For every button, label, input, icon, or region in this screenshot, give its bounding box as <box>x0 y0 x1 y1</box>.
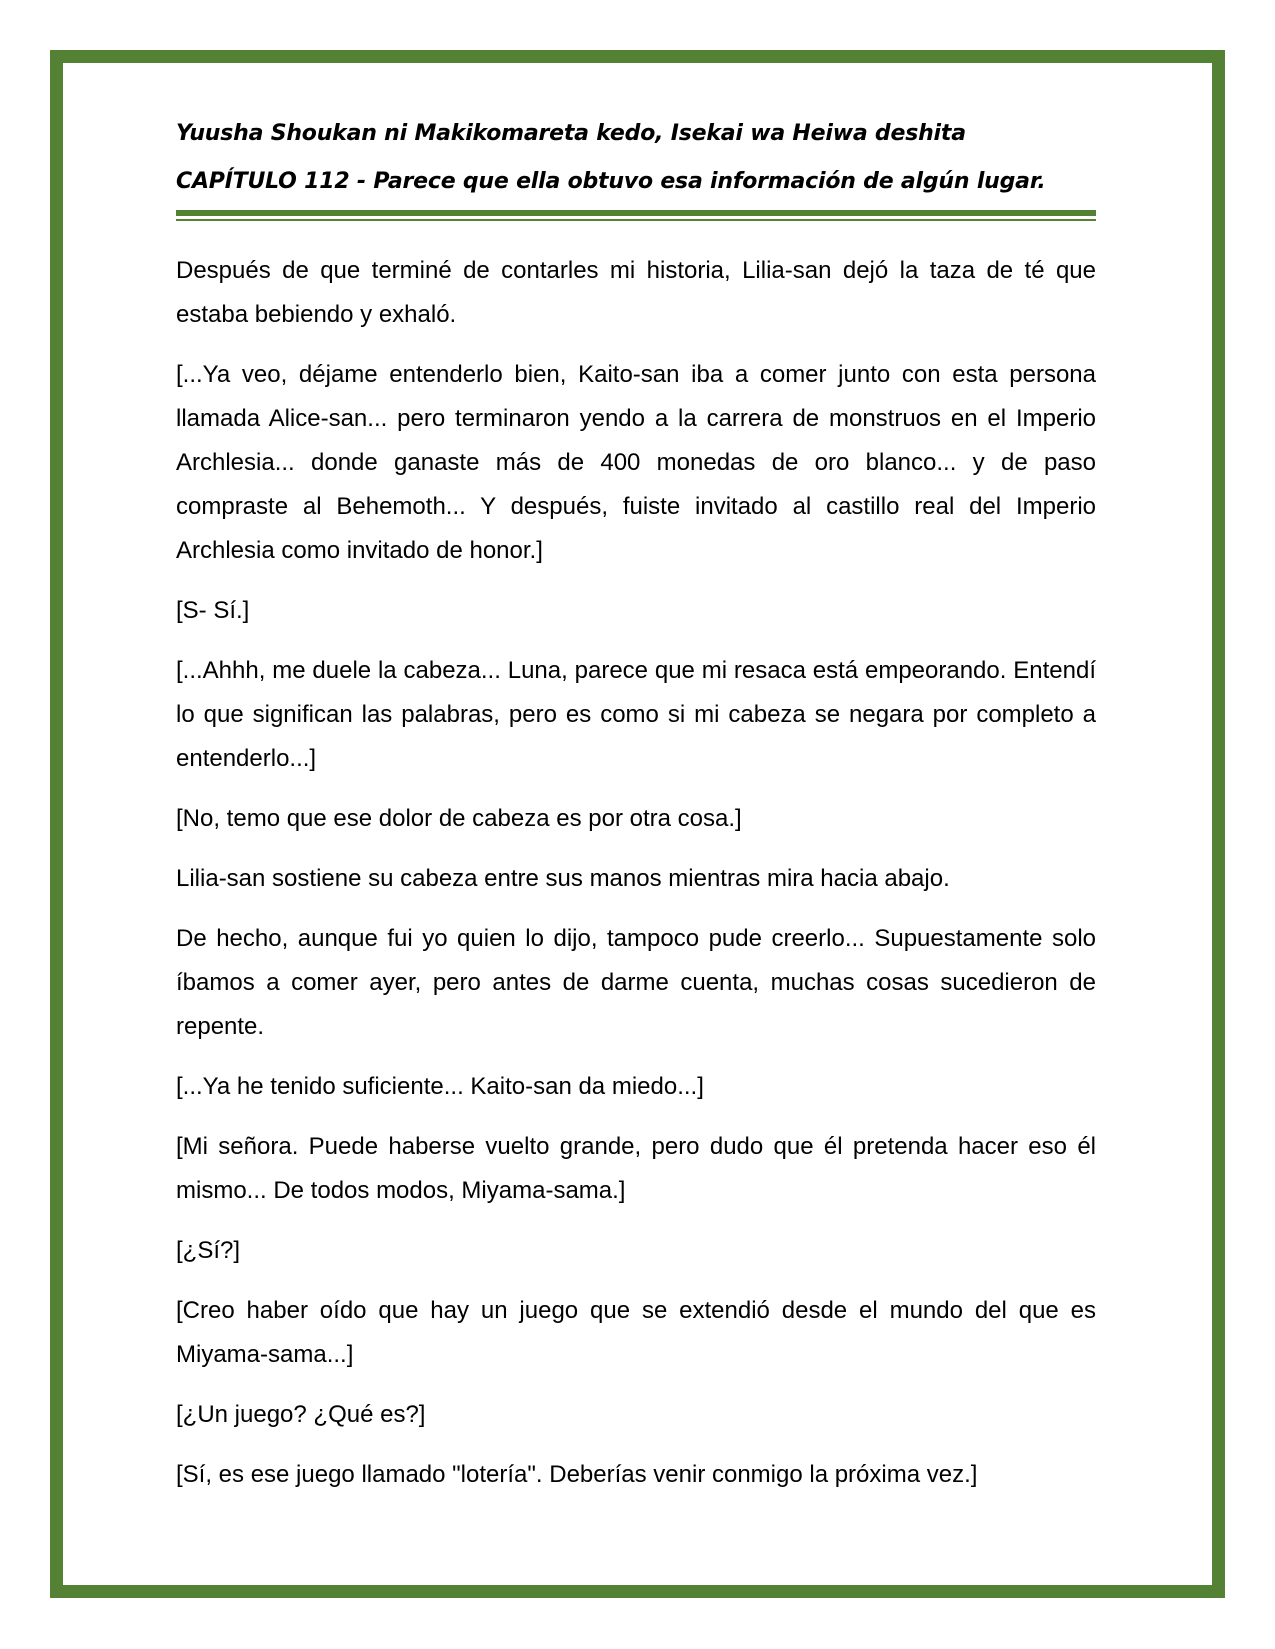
body-text <box>176 249 1096 1497</box>
paragraph: [¿Un juego? ¿Qué es?] <box>176 1401 426 1428</box>
paragraph: [Creo haber oído que hay un juego que se extendió desde el mundo del que es Miyama-sama...] <box>176 1297 1096 1368</box>
paragraph: [Mi señora. Puede haberse vuelto grande, pero dudo que él pretenda hacer eso él mismo... De todos modos, Miyama-sama.] <box>176 1133 1096 1204</box>
paragraph: Después de que terminé de contarles mi historia, Lilia-san dejó la taza de té que estaba bebiendo y exhaló. <box>176 257 1096 328</box>
paragraph: [¿Sí?] <box>176 1237 241 1264</box>
paragraph: De hecho, aunque fui yo quien lo dijo, tampoco pude creerlo... Supuestamente solo íbamos a comer ayer, pero antes de darme cuenta, muchas cosas sucedieron de repente. <box>176 925 1096 1040</box>
paragraph: [Sí, es ese juego llamado "lotería". Deberías venir conmigo la próxima vez.] <box>176 1461 978 1488</box>
paragraph: [...Ahhh, me duele la cabeza... Luna, parece que mi resaca está empeorando. Entendí lo que significan las palabras, pero es como si mi cabeza se negara por completo a entenderlo...] <box>176 657 1096 772</box>
paragraph: [No, temo que ese dolor de cabeza es por otra cosa.] <box>176 805 742 832</box>
paragraph: Lilia-san sostiene su cabeza entre sus manos mientras mira hacia abajo. <box>176 865 950 892</box>
title-rule-thin <box>176 219 1096 221</box>
chapter-title: CAPÍTULO 112 - Parece que ella obtuvo esa información de algún lugar. <box>176 169 1046 194</box>
paragraph: [S- Sí.] <box>176 597 250 624</box>
paragraph: [...Ya he tenido suficiente... Kaito-san da miedo...] <box>176 1073 704 1100</box>
paragraph: [...Ya veo, déjame entenderlo bien, Kaito-san iba a comer junto con esta persona llamada Alice-san... pero terminaron yendo a la carrera de monstruos en el Imperio Archlesia... donde ganaste más de 400 monedas de oro blanco... y de paso compraste al Behemoth... Y después, fuiste invitado al castillo real del Imperio Archlesia como invitado de honor.] <box>176 361 1096 564</box>
document-content <box>176 110 1096 1513</box>
series-title: Yuusha Shoukan ni Makikomareta kedo, Isekai wa Heiwa deshita <box>176 121 966 146</box>
